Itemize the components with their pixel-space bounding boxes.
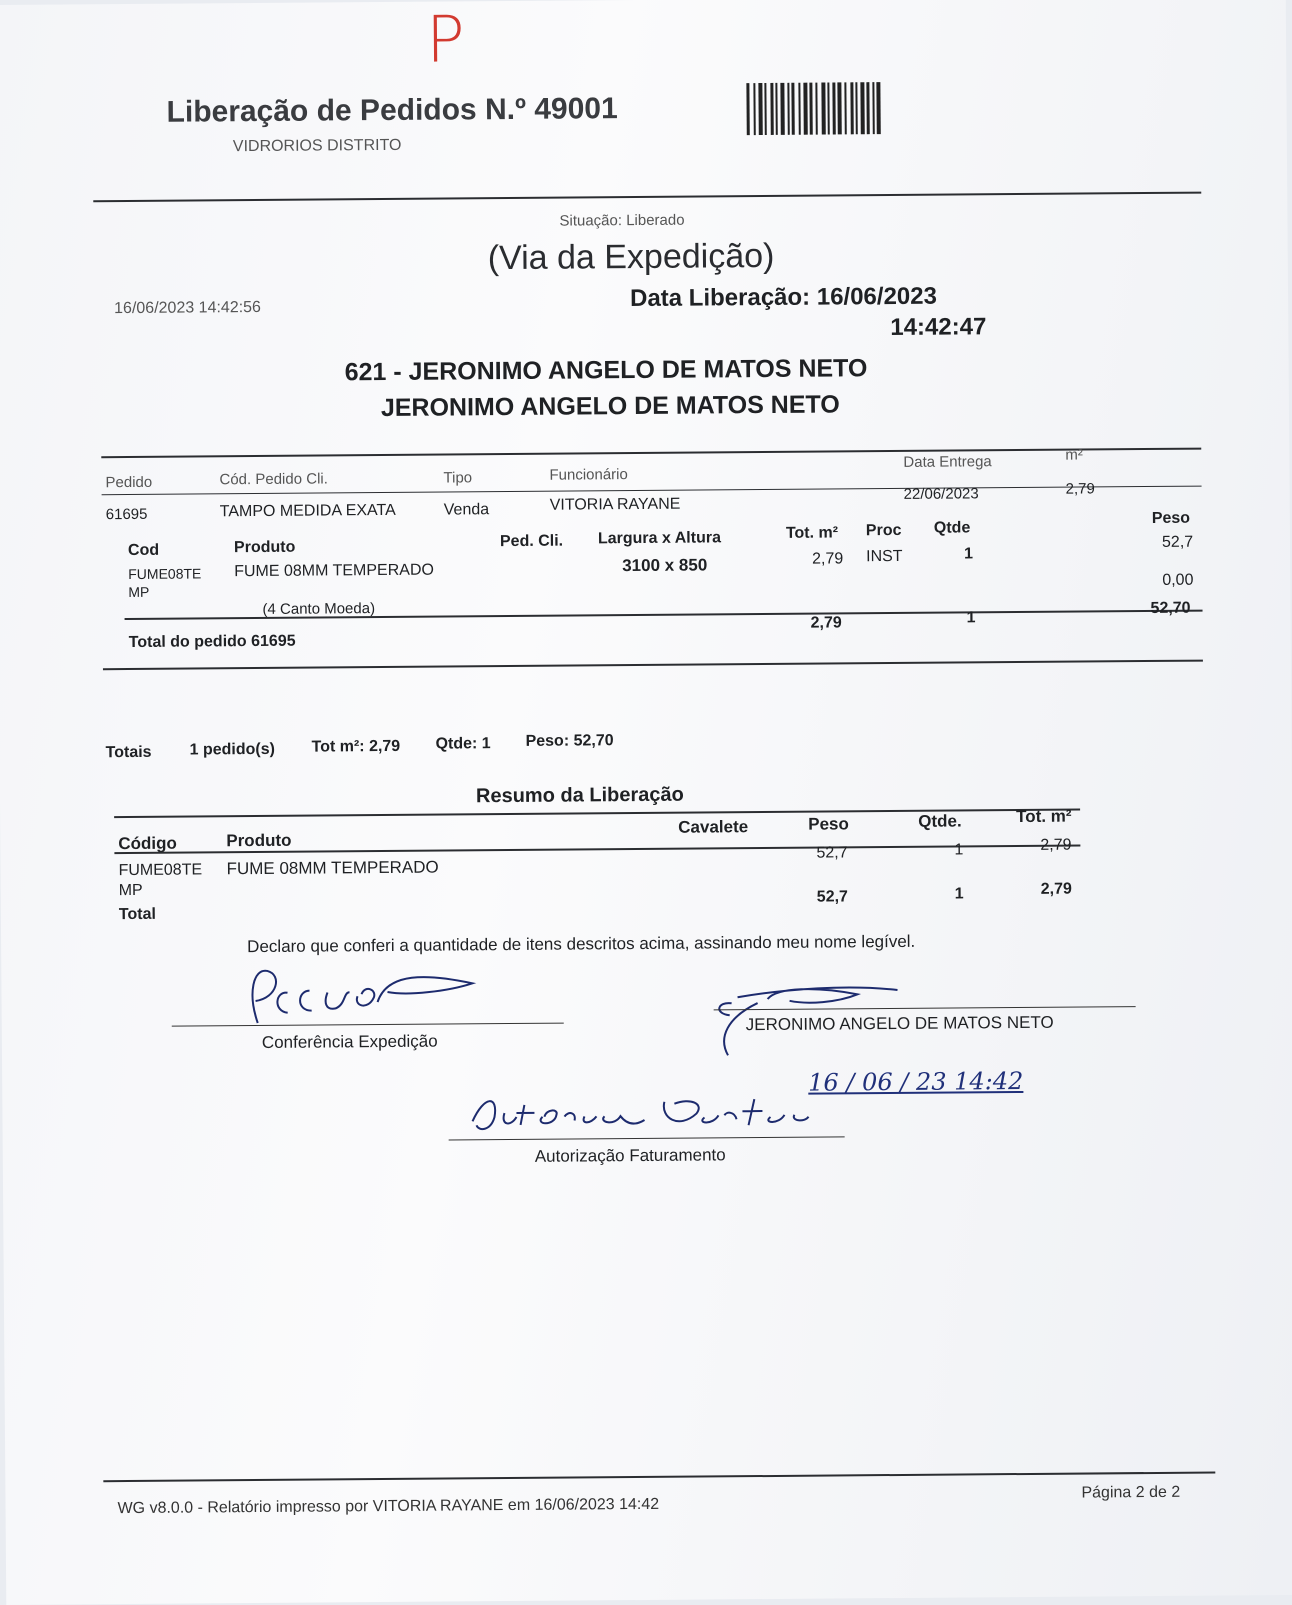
declaration-text: Declaro que conferi a quantidade de itens descritos acima, assinando meu nome legível. (247, 931, 916, 957)
conferencia-signature (227, 961, 498, 1033)
item-header-dimensions: Largura x Altura (597, 529, 722, 548)
summary-produto: FUME 08MM TEMPERADO (226, 857, 439, 879)
footer-page-number: Página 2 de 2 (1081, 1483, 1181, 1502)
item-cod-line-2: MP (128, 583, 150, 601)
item-dimensions: 3100 x 850 (622, 555, 708, 576)
summary-peso: 52,7 (816, 844, 848, 862)
summary-codigo-line-2: MP (118, 881, 143, 900)
summary-header-tot-m2: Tot. m² (1016, 806, 1072, 827)
order-tipo: Venda (443, 501, 490, 519)
status-text: Situação: Liberado (559, 211, 685, 230)
totals-peso: Peso: 52,70 (525, 732, 614, 750)
totals-qtde: Qtde: 1 (435, 735, 491, 753)
summary-header-cavalete: Cavalete (678, 817, 749, 837)
summary-total-label: Total (118, 905, 156, 924)
item-header-produto: Produto (233, 538, 296, 557)
client-line-1: 621 - JERONIMO ANGELO DE MATOS NETO (344, 354, 868, 387)
header-m2: m² (1065, 446, 1083, 464)
header-divider (93, 192, 1201, 203)
barcode (746, 82, 880, 135)
item-tot-m2: 2,79 (812, 550, 844, 568)
order-table-top (101, 448, 1201, 459)
order-m2: 2,79 (1065, 480, 1095, 498)
item-header-ped-cli: Ped. Cli. (499, 532, 564, 551)
summary-title: Resumo da Liberação (475, 783, 684, 808)
order-table-bottom (103, 660, 1203, 671)
item-header-cod: Cod (127, 541, 160, 560)
summary-header-qtde: Qtde. (918, 811, 962, 831)
company-name: VIDRORIOS DISTRITO (232, 136, 402, 156)
order-funcionario: VITORIA RAYANE (549, 495, 681, 514)
conferencia-label: Conferência Expedição (261, 1031, 438, 1052)
release-date: Data Liberação: 16/06/2023 (629, 282, 938, 313)
item-peso-secondary: 0,00 (1162, 571, 1194, 589)
summary-header-codigo: Código (118, 833, 177, 854)
summary-header-produto: Produto (226, 830, 292, 851)
summary-total-peso: 52,7 (816, 888, 848, 906)
print-timestamp: 16/06/2023 14:42:56 (114, 298, 261, 318)
cliente-name: JERONIMO ANGELO DE MATOS NETO (745, 1012, 1054, 1035)
header-tipo: Tipo (443, 469, 473, 487)
order-total-m2: 2,79 (810, 614, 842, 632)
summary-total-qtde: 1 (954, 885, 964, 903)
totals-pedidos: 1 pedido(s) (189, 740, 276, 759)
order-pedido: 61695 (105, 505, 148, 524)
client-line-2: JERONIMO ANGELO DE MATOS NETO (380, 390, 840, 423)
order-total-qtde: 1 (966, 609, 976, 627)
document-title: Liberação de Pedidos N.º 49001 (166, 92, 618, 129)
order-cod-pedido: TAMPO MEDIDA EXATA (219, 501, 396, 521)
handwritten-date: 16 / 06 / 23 14:42 (808, 1066, 1024, 1097)
order-data-entrega: 22/06/2023 (903, 485, 979, 503)
footer-rule (103, 1472, 1215, 1483)
order-total-peso: 52,70 (1150, 599, 1191, 617)
item-qtde: 1 (964, 545, 974, 563)
via-title: (Via da Expedição) (487, 236, 775, 278)
summary-codigo-line-1: FUME08TE (118, 861, 203, 880)
header-funcionario: Funcionário (549, 466, 628, 484)
autorizacao-signature (464, 1089, 814, 1142)
header-cod-pedido: Cód. Pedido Cli. (219, 470, 328, 489)
totals-label: Totais (105, 743, 152, 762)
summary-tot-m2: 2,79 (1040, 836, 1072, 854)
item-produto: FUME 08MM TEMPERADO (234, 561, 434, 581)
item-cod-line-1: FUME08TE (128, 565, 202, 583)
summary-qtde: 1 (954, 841, 964, 859)
totals-m2: Tot m²: 2,79 (311, 737, 401, 756)
item-header-qtde: Qtde (933, 519, 971, 537)
header-pedido: Pedido (105, 473, 153, 492)
summary-total-tot-m2: 2,79 (1040, 880, 1072, 898)
header-data-entrega: Data Entrega (903, 453, 992, 471)
item-peso: 52,7 (1161, 533, 1194, 551)
handwritten-mark: P (425, 3, 465, 78)
item-proc: INST (866, 547, 903, 566)
release-time: 14:42:47 (890, 313, 987, 342)
summary-header-peso: Peso (808, 814, 849, 834)
item-header-proc: Proc (865, 521, 902, 540)
footer-left: WG v8.0.0 - Relatório impresso por VITORIA RAYANE em 16/06/2023 14:42 (117, 1495, 660, 1518)
item-header-peso: Peso (1151, 509, 1191, 527)
cliente-signature (707, 966, 908, 1058)
order-total-label: Total do pedido 61695 (128, 632, 296, 652)
item-note: (4 Canto Moeda) (262, 600, 376, 618)
item-header-tot-m2: Tot. m² (785, 524, 839, 542)
autorizacao-label: Autorização Faturamento (534, 1145, 726, 1166)
